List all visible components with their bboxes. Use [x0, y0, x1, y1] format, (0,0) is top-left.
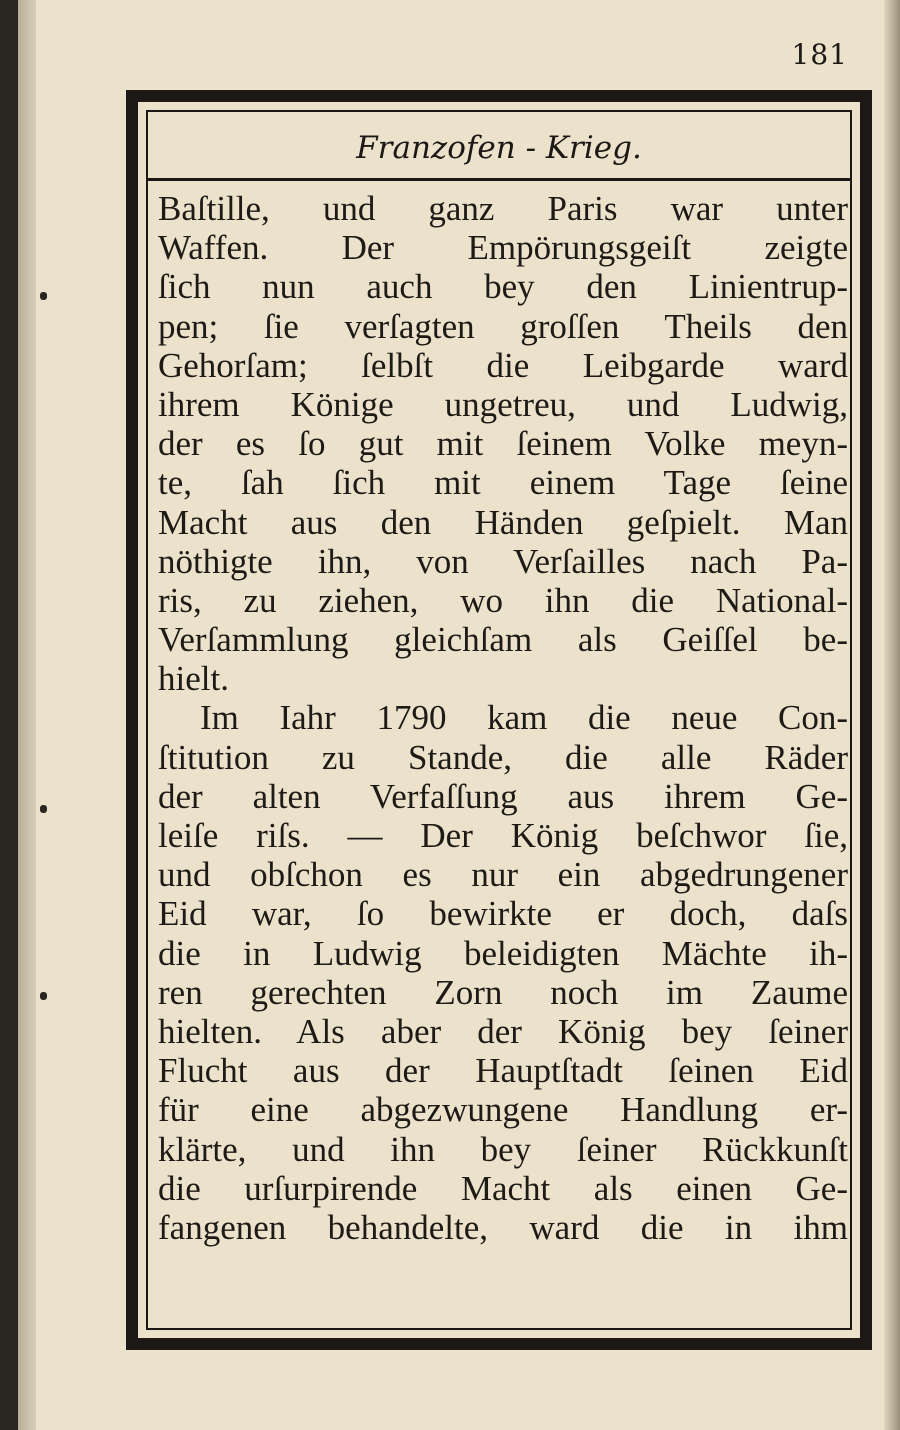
book-page: [18, 0, 900, 1430]
text-line: Baſtille, und ganz Paris war unter: [158, 189, 848, 228]
text-line: und obſchon es nur ein abgedrungener: [158, 855, 848, 895]
text-line: Gehorſam; ſelbſt die Leibgarde ward: [158, 345, 848, 385]
text-line: Waffen. Der Empörungsgeiſt zeigte: [158, 228, 848, 268]
text-line: Eid war, ſo bewirkte er doch, daſs: [158, 894, 848, 934]
ornamental-frame: [126, 90, 872, 1350]
text-line: der es ſo gut mit ſeinem Volke meyn-: [158, 424, 848, 464]
text-line: klärte, und ihn bey ſeiner Rückkunſt: [158, 1129, 848, 1169]
text-line: hielten. Als aber der König bey ſeiner: [158, 1011, 848, 1051]
text-line: leiſe riſs. — Der König beſchwor ſie,: [158, 816, 848, 855]
page-edge: [884, 0, 900, 1430]
text-line: nöthigte ihn, von Verſailles nach Pa-: [158, 541, 848, 581]
text-line: ihrem Könige ungetreu, und Ludwig,: [158, 384, 848, 424]
text-line: fangenen behandelte, ward die in ihm: [158, 1207, 848, 1247]
text-line: Verſammlung gleichſam als Geiſſel be-: [158, 620, 848, 660]
text-line: ſich nun auch bey den Linientrup-: [158, 267, 848, 307]
text-line: ren gerechten Zorn noch im Zaume: [158, 972, 848, 1012]
page-gutter: [18, 0, 36, 1430]
text-line: für eine abgezwungene Handlung er-: [158, 1090, 848, 1130]
gutter-mark: [40, 292, 47, 300]
text-line: Im Iahr 1790 kam die neue Con-: [200, 698, 848, 738]
text-line: Flucht aus der Hauptſtadt ſeinen Eid: [158, 1051, 848, 1091]
text-line: pen; ſie verſagten groſſen Theils den: [158, 306, 848, 346]
text-line: ſtitution zu Stande, die alle Räder: [158, 737, 848, 777]
running-head-box: [148, 112, 850, 181]
text-line: die in Ludwig beleidigten Mächte ih-: [158, 933, 848, 973]
body-text: [158, 189, 848, 1247]
text-line: te, ſah ſich mit einem Tage ſeine: [158, 463, 848, 503]
page-number: 181: [791, 38, 848, 71]
text-line: ris, zu ziehen, wo ihn die National-: [158, 580, 848, 620]
gutter-mark: [40, 805, 47, 813]
inner-rule: [146, 110, 852, 1330]
text-line: hielt.: [158, 659, 229, 699]
gutter-mark: [40, 992, 47, 1000]
text-line: der alten Verfaſſung aus ihrem Ge-: [158, 776, 848, 816]
text-line: die urſurpirende Macht als einen Ge-: [158, 1168, 848, 1208]
running-head: Franzofen - Krieg.: [356, 130, 642, 166]
text-line: Macht aus den Händen geſpielt. Man: [158, 502, 848, 542]
